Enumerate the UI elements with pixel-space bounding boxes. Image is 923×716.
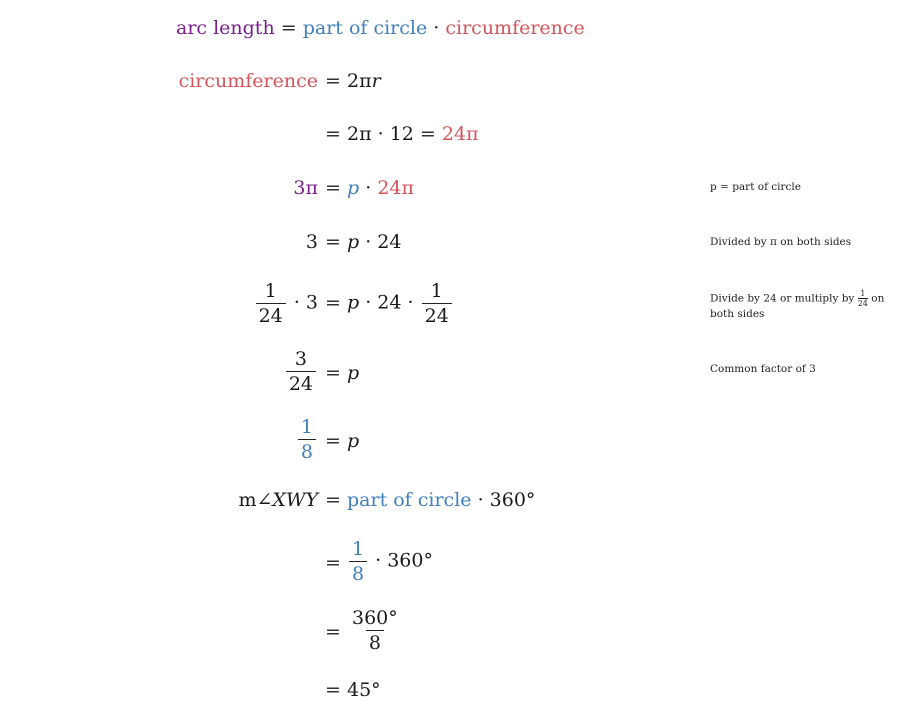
circumference-rhs xyxy=(347,70,381,92)
note-fraction xyxy=(858,289,868,308)
fraction-1-24 xyxy=(422,281,452,326)
numerator: 1 xyxy=(300,416,313,438)
numerator: 3 xyxy=(294,348,307,370)
part-of-circle-term: part of circle xyxy=(347,489,472,511)
denominator: 8 xyxy=(366,630,384,653)
angle-prefix: m∠ xyxy=(238,489,273,511)
rhs-expression xyxy=(347,231,401,253)
arc-length-term: arc length xyxy=(176,17,275,39)
equals-sign: = xyxy=(280,17,297,39)
equals-sign-2: = xyxy=(419,123,436,145)
times-24-times: · 24 · xyxy=(365,291,414,314)
circumference-value xyxy=(347,123,479,145)
part-of-circle-term: part of circle xyxy=(302,17,428,39)
angle-measure xyxy=(238,489,318,511)
fraction-1-8 xyxy=(298,417,316,462)
equals-sign: = xyxy=(325,679,341,701)
substitute-rhs xyxy=(347,177,414,199)
lhs-expression xyxy=(254,281,318,326)
denominator: 24 xyxy=(256,303,286,326)
denominator: 8 xyxy=(298,439,316,462)
denominator: 24 xyxy=(286,371,316,394)
angle-fraction-rhs xyxy=(347,608,403,653)
fraction-1-8 xyxy=(349,539,367,584)
three-pi: 3π xyxy=(293,177,318,199)
fraction-360-8 xyxy=(349,608,401,653)
lhs-expression xyxy=(284,349,318,394)
twenty-four-pi: 24π xyxy=(441,123,479,145)
twenty-four-pi: 24π xyxy=(377,177,414,199)
dot-operator: · xyxy=(433,17,440,39)
step-note: Common factor of 3 xyxy=(710,363,816,375)
numerator: 1 xyxy=(352,538,365,560)
numerator: 1 xyxy=(430,280,443,302)
two-pi-times-12: 2π · 12 xyxy=(347,123,414,145)
fraction-3-24 xyxy=(286,349,316,394)
circumference-lhs: circumference xyxy=(178,70,318,92)
two-pi: 2π xyxy=(347,70,372,92)
step-note xyxy=(710,289,910,321)
equals-sign: = xyxy=(325,621,341,643)
equals-sign: = xyxy=(325,123,341,145)
p-variable: p xyxy=(347,291,360,314)
equals-sign: = xyxy=(325,489,341,511)
equals-sign: = xyxy=(325,292,341,314)
dot-operator: · xyxy=(365,177,372,199)
lhs-value: 3 xyxy=(305,231,318,253)
note-numerator: 1 xyxy=(860,289,866,298)
circumference-term: circumference xyxy=(445,17,585,39)
lhs-expression xyxy=(296,417,318,462)
arc-length-equation xyxy=(176,17,585,39)
note-denominator: 24 xyxy=(857,299,868,308)
p-variable: p xyxy=(347,362,360,384)
equals-sign: = xyxy=(325,552,341,574)
p-variable: p xyxy=(347,231,360,253)
angle-name: XWY xyxy=(272,489,318,511)
numerator: 360° xyxy=(352,607,398,629)
denominator: 24 xyxy=(422,303,452,326)
times-24: · 24 xyxy=(365,231,402,253)
equals-sign: = xyxy=(325,430,341,452)
note-text-a: Divide by 24 or multiply by xyxy=(710,292,855,305)
step-note: Divided by π on both sides xyxy=(710,236,852,248)
times-3: · 3 xyxy=(293,291,318,314)
note-text-b: on both sides xyxy=(710,292,885,320)
numerator: 1 xyxy=(264,280,277,302)
p-variable: p xyxy=(347,177,360,199)
times-360: · 360° xyxy=(477,489,536,511)
final-answer: 45° xyxy=(347,679,381,701)
rhs-expression xyxy=(347,281,454,326)
angle-rhs xyxy=(347,489,535,511)
equals-sign: = xyxy=(325,231,341,253)
p-variable: p xyxy=(347,430,360,452)
radius-variable: r xyxy=(371,70,381,92)
equals-sign: = xyxy=(325,362,341,384)
equals-sign: = xyxy=(325,177,341,199)
times-360: · 360° xyxy=(375,549,433,572)
denominator: 8 xyxy=(349,561,367,584)
step-note: p = part of circle xyxy=(710,181,802,193)
angle-substitute-rhs xyxy=(347,539,433,584)
equals-sign: = xyxy=(325,70,341,92)
fraction-1-24 xyxy=(256,281,286,326)
